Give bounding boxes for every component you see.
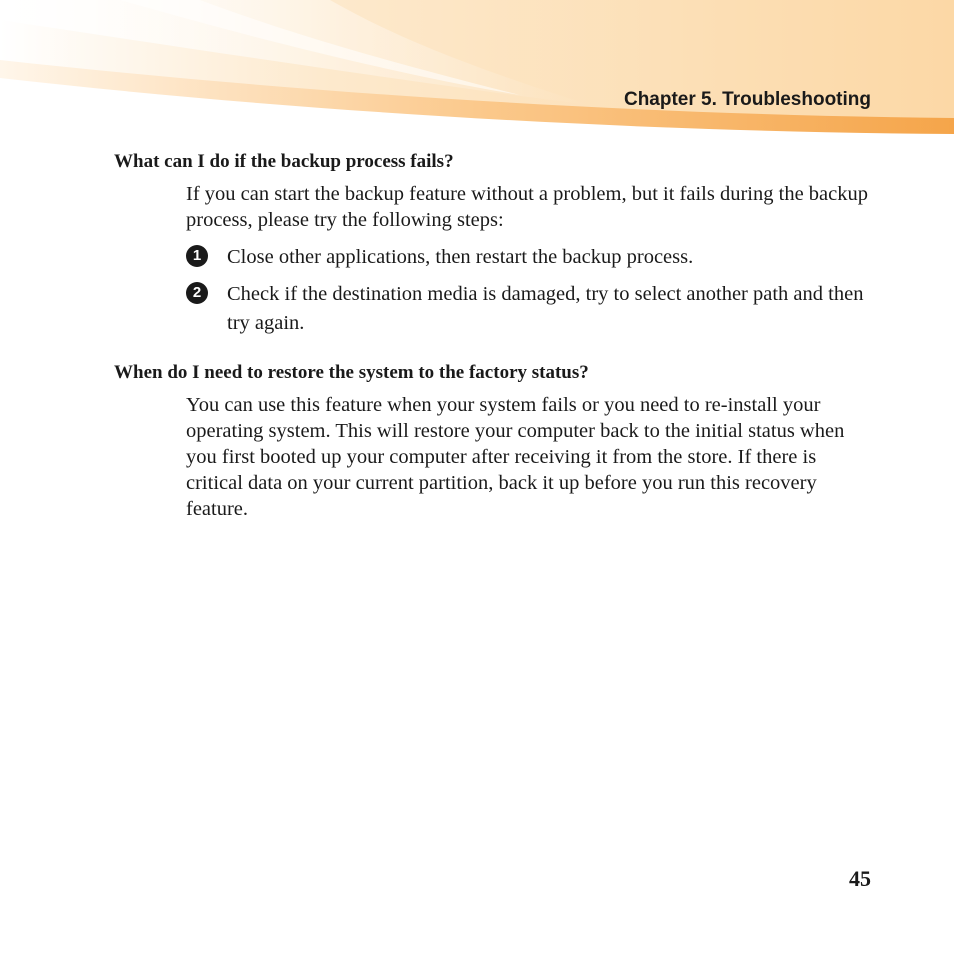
step-text: Close other applications, then restart the backup process. (227, 246, 694, 268)
step-number-badge: 1 (186, 245, 208, 267)
step-text: Check if the destination media is damaged, try to select another path and then try again. (227, 283, 864, 334)
question-heading-backup: What can I do if the backup process fails? (114, 151, 454, 172)
page-number: 45 (849, 866, 871, 891)
question-heading-restore: When do I need to restore the system to the factory status? (114, 362, 589, 383)
restore-body-paragraph: You can use this feature when your system fails or you need to re-install your operating system. This will restore your computer back to the initial status when you first booted up your computer after receiving it from the store. If there is critical data on your current partition, back it up before you run this recovery feature. (186, 394, 845, 520)
chapter-title: Chapter 5. Troubleshooting (623, 89, 871, 110)
step-number-badge: 2 (186, 282, 208, 304)
backup-intro-paragraph: If you can start the backup feature without a problem, but it fails during the backup process, please try the following steps: (186, 183, 868, 231)
header-banner (0, 0, 954, 140)
